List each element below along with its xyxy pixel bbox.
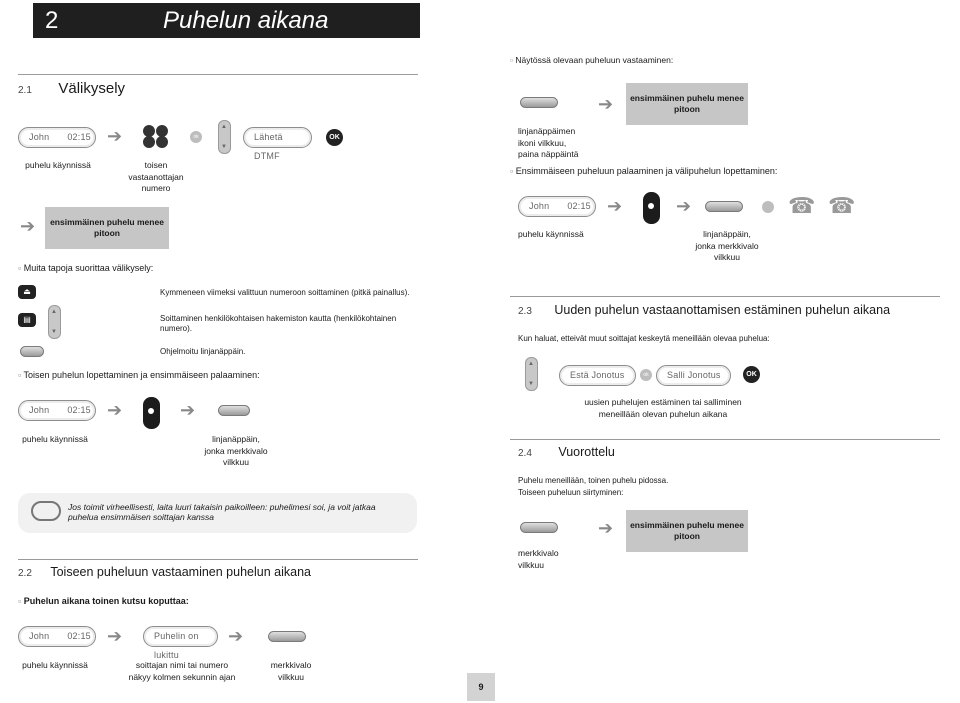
label-call-in-progress: puhelu käynnissä [25,160,91,170]
ok-key-icon[interactable]: ok [190,131,202,143]
section-2-4-heading [518,443,615,461]
way-line-key: Ohjelmoitu linjanäppäin. [160,347,246,356]
chapter-title: Puhelun aikana [163,7,329,34]
section-number: 2.4 [518,448,532,459]
line-key-icon[interactable] [268,631,306,642]
way-directory-cont: numero). [160,324,193,333]
arrow-right-icon: ➔ [228,626,244,646]
navigator-icon[interactable] [525,357,538,391]
display-screen: John 02:15 [518,196,596,217]
hold-status-box: ensimmäinen puhelu menee pitoon [626,510,748,552]
label-caller-shown: soittajan nimi tai numero näkyy kolmen sekunnin ajan [128,660,236,682]
hang-up-key-icon[interactable] [143,397,160,429]
line-key-icon[interactable] [520,522,558,533]
label-led-blinking: merkkivalo vilkkuu [270,660,312,682]
dtmf-screen: Lähetä DTMF [243,127,312,148]
section-2-3-heading [518,301,890,319]
allow-waiting-screen: Salli Jonotus [656,365,731,386]
section-title: Uuden puhelun vastaanottamisen estäminen puhelun aikana [554,303,891,317]
tip-note [18,493,417,533]
label-second-number: toisen vastaanottajan numero [128,160,184,193]
navigator-icon[interactable] [48,305,61,339]
label-block-allow: uusien puhelujen estäminen tai salliminen meneillään olevan puhelun aikana [584,397,742,419]
arrow-right-icon: ➔ [20,216,36,236]
chapter-header [33,3,420,38]
section-2-2-heading [18,563,311,581]
locked-screen: Puhelin on lukittu [143,626,218,647]
section-title: Vuorottelu [558,445,615,459]
hold-status-box: ensimmäinen puhelu menee pitoon [626,83,748,125]
arrow-right-icon: ➔ [598,518,614,538]
directory-icon[interactable]: ▤ [18,313,36,327]
section-rule [18,559,418,560]
display-screen: John 02:15 [18,400,96,421]
line-key-icon[interactable] [218,405,250,416]
display-screen: John 02:15 [18,626,96,647]
keypad-icon [143,125,171,149]
display-screen: John 02:15 [18,127,96,148]
section-rule [18,74,418,75]
arrow-right-icon: ➔ [598,94,614,114]
section-2-1-heading [18,80,125,98]
arrow-right-icon: ➔ [676,196,692,216]
label-line-key-blinking: linjanäppäimen ikoni vilkkuu, paina näppäintä [518,126,579,159]
other-ways-heading: ▫ Muita tapoja suorittaa välikysely: [18,263,153,275]
ok-button[interactable]: OK [743,366,760,383]
tip-text: Jos toimit virheellisesti, laita luuri takaisin paikoilleen: puhelimesi soi, ja voit jatkaa puhelua ensimmäisen soittajan kanssa [68,502,376,522]
arrow-right-icon: ➔ [107,400,123,420]
section-2-4-desc: Puhelu meneillään, toinen puhelu pidossa. Toiseen puheluun siirtyminen: [518,476,669,497]
chapter-number: 2 [45,7,59,34]
label-call-in-progress: puhelu käynnissä [22,434,88,444]
line-key-icon[interactable] [520,97,558,108]
section-rule [510,439,940,440]
arrow-right-icon: ➔ [107,126,123,146]
section-rule [510,296,940,297]
section-title: Toiseen puheluun vastaaminen puhelun aikana [50,565,311,579]
block-waiting-screen: Estä Jonotus [559,365,636,386]
way-redial: Kymmeneen viimeksi valittuun numeroon soittaminen (pitkä painallus). [160,288,410,297]
section-title: Välikysely [58,80,126,97]
label-line-key: linjanäppäin, jonka merkkivalo vilkkuu [695,229,759,262]
section-number: 2.3 [518,306,532,317]
arrow-right-icon: ➔ [607,196,623,216]
hold-status-box: ensimmäinen puhelu menee pitoon [45,207,169,249]
way-directory: Soittaminen henkilökohtaisen hakemiston kautta (henkilökohtainen [160,314,397,323]
section-number: 2.2 [18,568,32,579]
label-call-in-progress: puhelu käynnissä [518,229,584,239]
redial-icon[interactable]: ⏏ [18,285,36,299]
hang-up-key-icon[interactable] [643,192,660,224]
key-icon[interactable]: ok [640,369,652,381]
answer-display-heading: ▫ Näytössä olevaan puheluun vastaaminen: [510,55,673,67]
arrow-right-icon: ➔ [180,400,196,420]
line-key-icon[interactable] [705,201,743,212]
return-first-heading: ▫ Ensimmäiseen puheluun palaaminen ja välipuhelun lopettaminen: [510,166,777,178]
end-second-heading: ▫ Toisen puhelun lopettaminen ja ensimmäiseen palaaminen: [18,370,260,382]
section-number: 2.1 [18,85,32,96]
page-number: 9 [467,673,495,701]
speech-bubble-icon [31,501,61,521]
key-icon[interactable] [762,201,774,213]
handset-icon: ☎ [788,193,816,218]
handset-icon: ☎ [828,193,856,218]
label-line-key: linjanäppäin, jonka merkkivalo vilkkuu [204,434,268,467]
line-key-icon[interactable] [20,346,44,357]
label-call-in-progress: puhelu käynnissä [22,660,88,670]
knock-heading: ▫ Puhelun aikana toinen kutsu koputtaa: [18,596,189,608]
navigator-icon[interactable] [218,120,231,154]
arrow-right-icon: ➔ [107,626,123,646]
ok-button[interactable]: OK [326,129,343,146]
section-2-3-desc: Kun haluat, etteivät muut soittajat keskeytä meneillään olevaa puhelua: [518,334,770,343]
label-led-blinking: merkkivalo vilkkuu [518,548,559,570]
